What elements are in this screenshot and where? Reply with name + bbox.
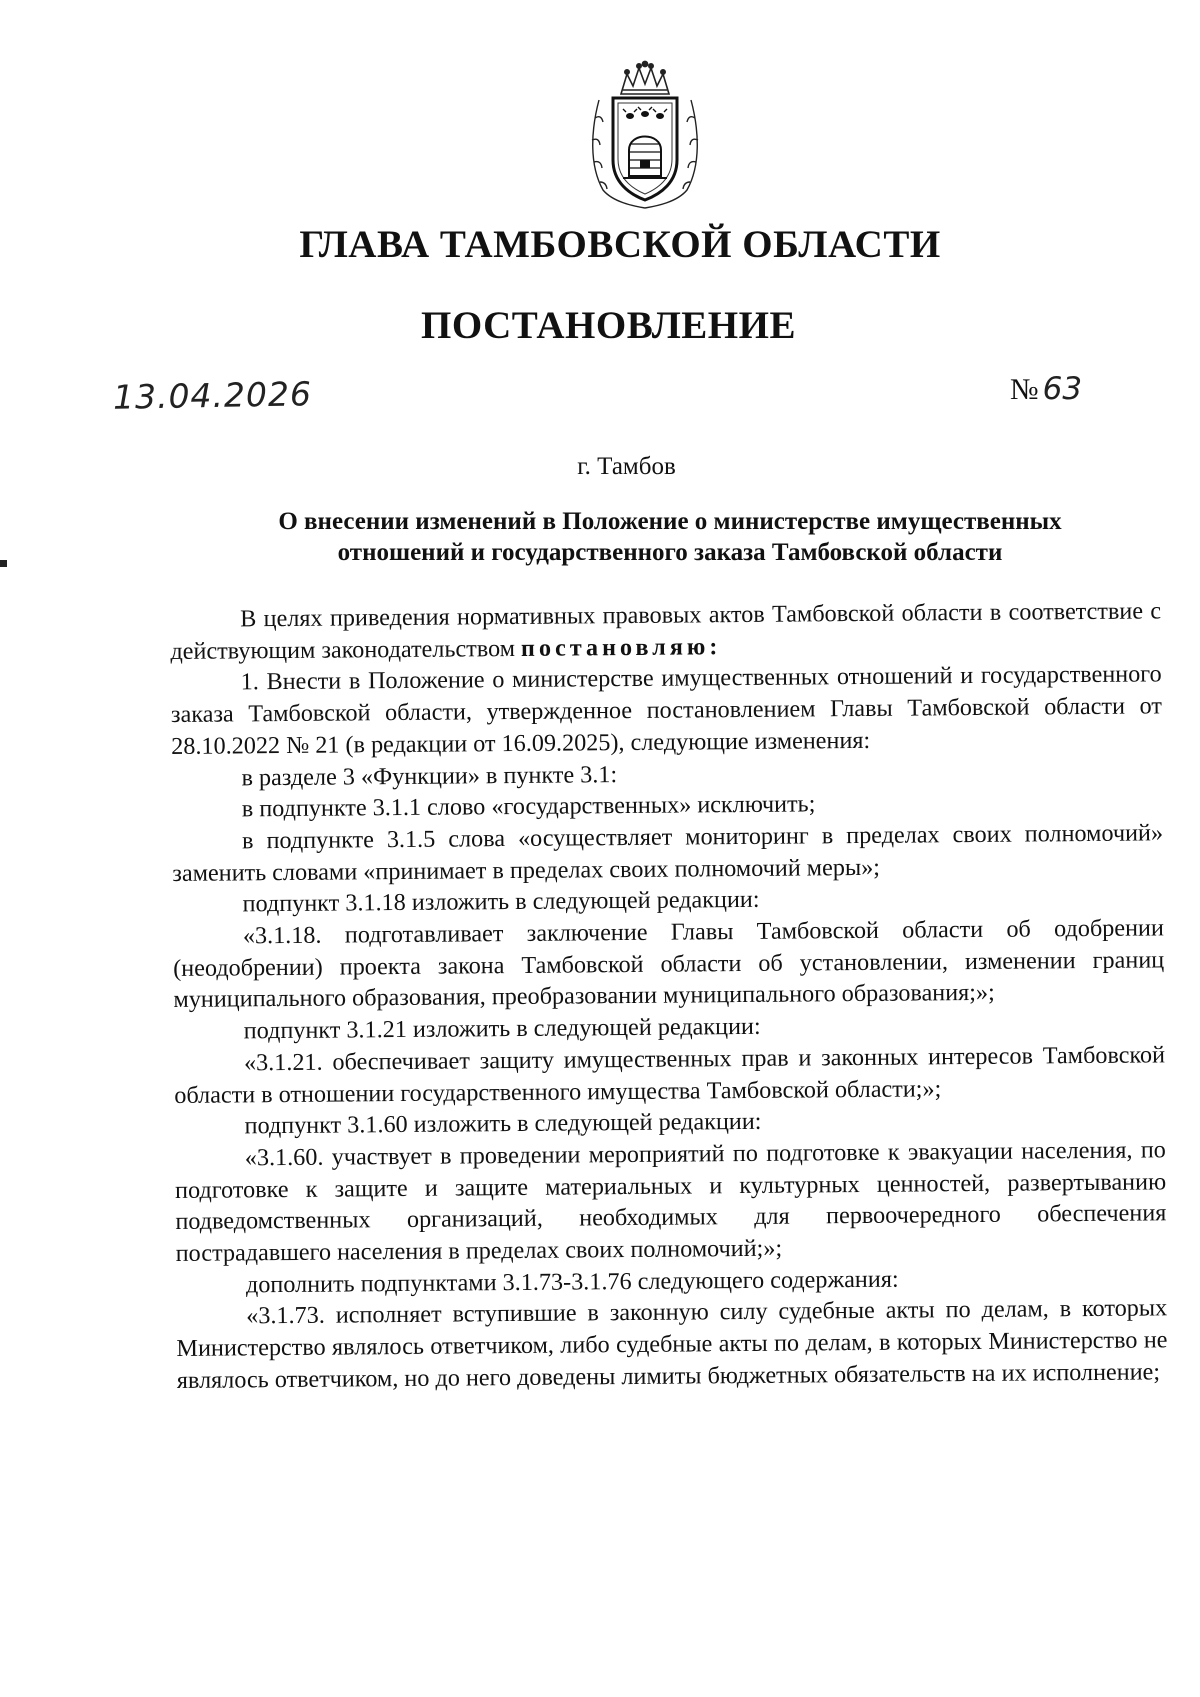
paragraph-3-1-18-text: «3.1.18. подготавливает заключение Главы Тамбовской области об одобрении (неодобрении) проекта закона Тамбовской области об установлении, изменении границ муниципального образования, преобразовании муниципального образования;»; (173, 914, 1165, 1014)
authority-heading: ГЛАВА ТАМБОВСКОЙ ОБЛАСТИ (299, 223, 941, 266)
paragraph-3-1-60-intro: подпункт 3.1.60 изложить в следующей редакции: (244, 1108, 762, 1140)
paragraph-1: 1. Внести в Положение о министерстве имущественных отношений и государственного заказа Тамбовской области, утвержденное постановлением Главы Тамбовской области от 28.10.2022 № 21 (в редакции от 16.09.2025), следующие изменения: (170, 660, 1163, 760)
number-sign: № (1010, 373, 1039, 406)
resolve-word: постановляю: (520, 632, 722, 662)
paragraph-3-1-73-intro: дополнить подпунктами 3.1.73-3.1.76 следующего содержания: (245, 1265, 899, 1299)
document-number-value: 63 (1042, 371, 1083, 407)
paragraph-3-1-1: в подпункте 3.1.1 слово «государственных» исключить; (241, 790, 816, 823)
tambov-coat-of-arms-icon (583, 60, 707, 210)
document-type-heading: ПОСТАНОВЛЕНИЕ (420, 304, 796, 347)
scan-edge-mark (0, 560, 7, 567)
paragraph-3-1-60-text: «3.1.60. участвует в проведении мероприятий по подготовке к эвакуации населения, по подготовке к защите и защите материальных и культурных ценностей, развертыванию подведомственных организаций, необходимых для первоочередного обеспечения пострадавшего населения в пределах своих полномочий;»; (174, 1136, 1167, 1268)
issuing-city: г. Тамбов (577, 453, 676, 480)
paragraph-3-1-18-intro: подпункт 3.1.18 изложить в следующей редакции: (242, 886, 760, 918)
paragraph-3-1-5: в подпункте 3.1.5 слова «осуществляет мониторинг в пределах своих полномочий» заменить словами «принимает в пределах своих полномочий меры»; (172, 819, 1164, 887)
paragraph-3-1-73-text: «3.1.73. исполняет вступившие в законную силу судебные акты по делам, в которых Министерство являлось ответчиком, либо судебные акты по делам, в которых Министерство не являлось ответчиком, но до него доведены лимиты бюджетных обязательств на их исполнение; (176, 1294, 1168, 1394)
document-title (210, 506, 1130, 568)
paragraph-section-3: в разделе 3 «Функции» в пункте 3.1: (241, 760, 618, 791)
title-line: О внесении изменений в Положение о министерстве имущественных (278, 508, 1062, 535)
document-number (1010, 371, 1082, 407)
intro-text: В целях приведения нормативных правовых актов Тамбовской области в соответствие с действующим законодательством (170, 597, 1162, 665)
document-date: 13.04.2026 (112, 374, 313, 417)
intro-paragraph (170, 595, 1162, 667)
paragraph-3-1-21-text: «3.1.21. обеспечивает защиту имущественных прав и законных интересов Тамбовской области в отношении государственного имущества Тамбовской области;»; (174, 1041, 1166, 1109)
title-line: отношений и государственного заказа Тамбовской области (337, 539, 1003, 566)
paragraph-3-1-21-intro: подпункт 3.1.21 изложить в следующей редакции: (243, 1013, 761, 1045)
document-body (170, 595, 1168, 1396)
